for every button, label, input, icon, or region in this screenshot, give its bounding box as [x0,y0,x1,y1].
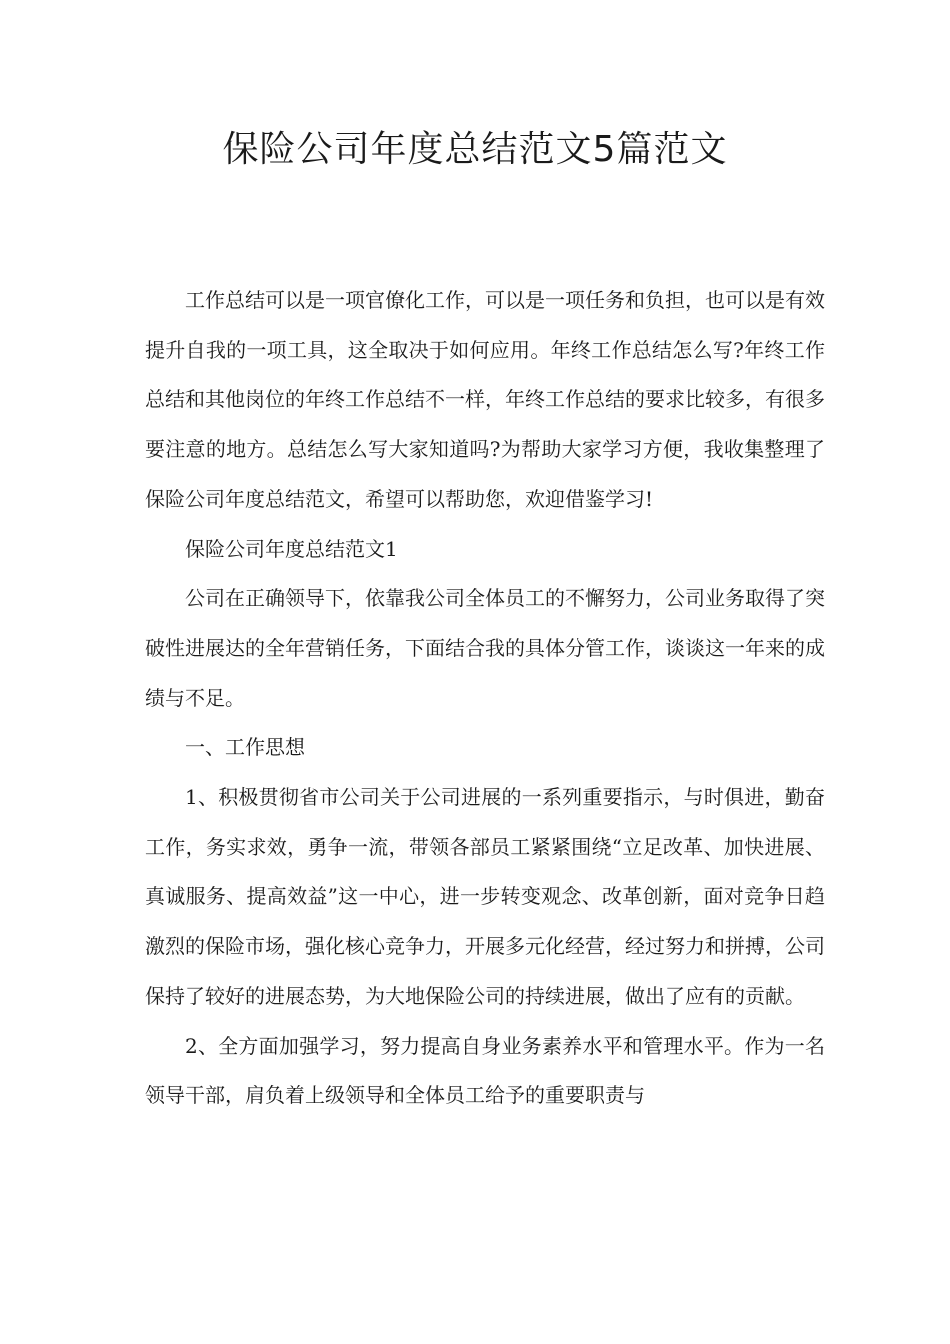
intro-paragraph: 工作总结可以是一项官僚化工作，可以是一项任务和负担，也可以是有效提升自我的一项工具，这全取决于如何应用。年终工作总结怎么写?年终工作总结和其他岗位的年终工作总结不一样，年终工作总结的要求比较多，有很多要注意的地方。总结怎么写大家知道吗?为帮助大家学习方便，我收集整理了保险公司年度总结范文，希望可以帮助您，欢迎借鉴学习! [145,288,825,511]
document-body [145,276,825,1121]
list-item-2: 2、全方面加强学习，努力提高自身业务素养水平和管理水平。作为一名领导干部，肩负着上级领导和全体员工给予的重要职责与 [145,1033,825,1108]
list-item-1: 1、积极贯彻省市公司关于公司进展的一系列重要指示，与时俱进，勤奋工作，务实求效，勇争一流，带领各部员工紧紧围绕“立足改革、加快进展、真诚服务、提高效益”这一中心，进一步转变观念、改革创新，面对竞争日趋激烈的保险市场，强化核心竞争力，开展多元化经营，经过努力和拼搏，公司保持了较好的进展态势，为大地保险公司的持续进展，做出了应有的贡献。 [145,785,825,1008]
document-title: 保险公司年度总结范文5篇范文 [222,129,728,170]
section-paragraph: 公司在正确领导下，依靠我公司全体员工的不懈努力，公司业务取得了突破性进展达的全年营销任务，下面结合我的具体分管工作，谈谈这一年来的成绩与不足。 [145,586,825,710]
section-title: 保险公司年度总结范文1 [185,536,398,561]
subheading-work-thought: 一、工作思想 [185,735,305,760]
